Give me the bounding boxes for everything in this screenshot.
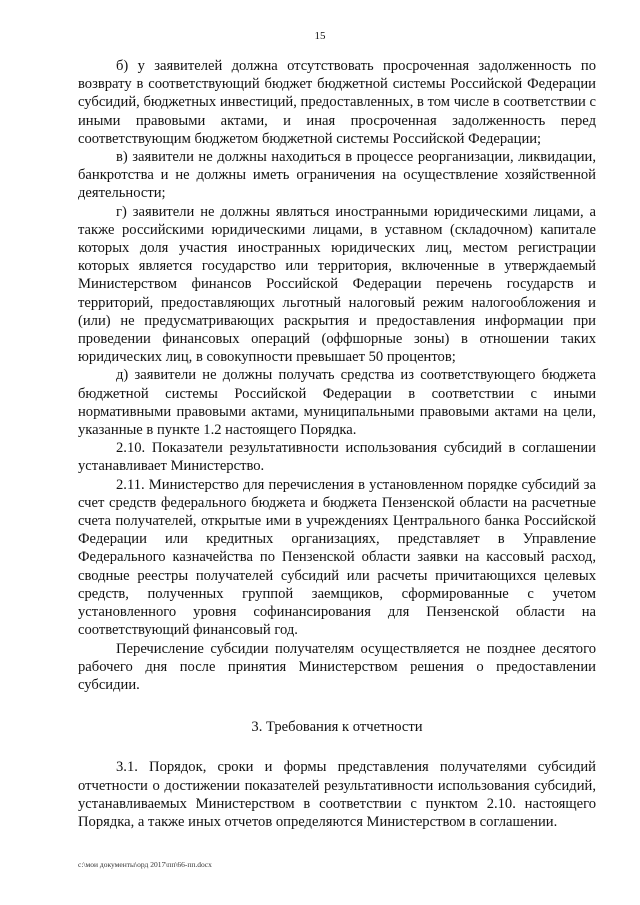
section-heading: 3. Требования к отчетности — [251, 719, 423, 736]
paragraph-g: г) заявители не должны являться иностранными юридическими лицами, а также российскими юридическими лицами, в уставном (складочном) капитале которых доля участия иностранных юридических лиц, местом регистрации которых является государство или территория, включенные в утверждаемый Министерством финансов Российской Федерации перечень государств и территорий, предоставляющих льготный налоговый режим налогообложения и (или) не предусматривающих раскрытия и предоставления информации при проведении финансовых операций (оффшорные зоны) в отношении таких юридических лиц, в совокупности превышает 50 процентов; — [78, 203, 596, 366]
footer-file-path: c:\мои документы\орд 2017\пп\66-пп.docx — [78, 860, 212, 869]
paragraph-v: в) заявители не должны находиться в процессе реорганизации, ликвидации, банкротства и не должны иметь ограничения на осуществление хозяйственной деятельности; — [78, 149, 596, 202]
document-body — [78, 57, 596, 831]
paragraph-b: б) у заявителей должна отсутствовать просроченная задолженность по возврату в соответствующий бюджет бюджетной системы Российской Федерации субсидий, бюджетных инвестиций, предоставленных, в том числе в соответствии с иными правовыми актами, и иная просроченная задолженность перед соответствующим бюджетом бюджетной системы Российской Федерации; — [78, 58, 596, 147]
paragraph-2-10: 2.10. Показатели результативности использования субсидий в соглашении устанавливает Министерство. — [78, 440, 596, 475]
paragraph-3-1: 3.1. Порядок, сроки и формы представления получателями субсидий отчетности о достижении показателей результативности использования субсидий, устанавливаемых Министерством в соответствии с пунктом 2.10. настоящего Порядка, а также иных отчетов определяются Министерством в соглашении. — [78, 759, 596, 830]
paragraph-2-11: 2.11. Министерство для перечисления в установленном порядке субсидий за счет средств федерального бюджета и бюджета Пензенской области на расчетные счета получателей, открытые ими в учреждениях Центрального банка Российской Федерации или кредитных организациях, представляет в Управление Федерального казначейства по Пензенской области заявки на кассовый расход, сводные реестры получателей субсидий или расчеты причитающихся целевых средств, полученных группой заемщиков, сформированные с учетом установленного уровня софинансирования для Пензенской области на соответствующий финансовый год. — [78, 476, 596, 639]
paragraph-transfer: Перечисление субсидии получателям осуществляется не позднее десятого рабочего дня после принятия Министерством решения о предоставлении субсидии. — [78, 640, 596, 693]
paragraph-d: д) заявители не должны получать средства из соответствующего бюджета бюджетной системы Российской Федерации в соответствии с иными нормативными правовыми актами, муниципальными правовыми актами на цели, указанные в пункте 1.2 настоящего Порядка. — [78, 367, 596, 439]
page-number: 15 — [314, 30, 326, 42]
